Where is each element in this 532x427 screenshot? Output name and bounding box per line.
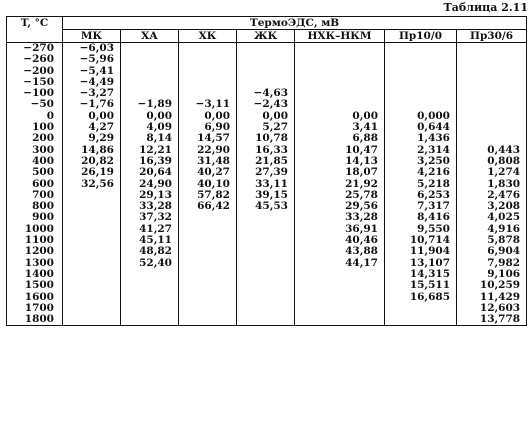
emf-value-cell: 57,82	[179, 190, 237, 201]
temperature-cell: 1300	[7, 258, 63, 269]
emf-value-cell: 2,476	[457, 190, 527, 201]
table-row	[7, 54, 527, 65]
emf-value-cell: 0,808	[457, 156, 527, 167]
emf-value-cell	[179, 43, 237, 55]
emf-value-cell: 5,218	[385, 179, 457, 190]
emf-value-cell	[63, 190, 121, 201]
emf-value-cell: 39,15	[237, 190, 295, 201]
column-header: МК	[63, 30, 121, 43]
emf-value-cell	[63, 280, 121, 291]
temperature-cell: −270	[7, 43, 63, 55]
emf-value-cell	[63, 314, 121, 326]
emf-value-cell	[179, 54, 237, 65]
emf-value-cell	[237, 212, 295, 223]
emf-value-cell	[237, 258, 295, 269]
emf-value-cell	[63, 292, 121, 303]
emf-value-cell: 29,56	[295, 201, 385, 212]
emf-value-cell: −1,76	[63, 99, 121, 110]
emf-value-cell	[457, 43, 527, 55]
emf-value-cell: 40,27	[179, 167, 237, 178]
emf-value-cell: 10,714	[385, 235, 457, 246]
emf-value-cell	[295, 303, 385, 314]
emf-value-cell	[457, 133, 527, 144]
emf-value-cell	[179, 314, 237, 326]
header-row-top	[7, 17, 527, 30]
emf-value-cell	[295, 292, 385, 303]
emf-value-cell: 6,904	[457, 246, 527, 257]
emf-value-cell	[295, 88, 385, 99]
emf-value-cell	[457, 99, 527, 110]
emf-value-cell: 32,56	[63, 179, 121, 190]
temperature-cell: 100	[7, 122, 63, 133]
emf-value-cell: 25,78	[295, 190, 385, 201]
emf-value-cell: 6,88	[295, 133, 385, 144]
emf-value-cell: 8,14	[121, 133, 179, 144]
emf-value-cell: 3,208	[457, 201, 527, 212]
temperature-cell: 1500	[7, 280, 63, 291]
emf-value-cell	[385, 66, 457, 77]
emf-value-cell: 33,28	[295, 212, 385, 223]
emf-value-cell: 36,91	[295, 224, 385, 235]
temperature-cell: −200	[7, 66, 63, 77]
emf-value-cell	[121, 77, 179, 88]
emf-value-cell: 48,82	[121, 246, 179, 257]
emf-value-cell: 52,40	[121, 258, 179, 269]
emf-value-cell: 33,28	[121, 201, 179, 212]
emf-value-cell: 4,216	[385, 167, 457, 178]
emf-value-cell: 8,416	[385, 212, 457, 223]
emf-value-cell: 11,429	[457, 292, 527, 303]
emf-value-cell	[457, 111, 527, 122]
emf-value-cell	[295, 269, 385, 280]
emf-value-cell: 14,57	[179, 133, 237, 144]
emf-value-cell	[385, 314, 457, 326]
header-row-columns	[7, 30, 527, 43]
emf-value-cell: 27,39	[237, 167, 295, 178]
emf-value-cell	[63, 303, 121, 314]
emf-value-cell	[179, 246, 237, 257]
temperature-cell: 1700	[7, 303, 63, 314]
emf-value-cell: 0,00	[121, 111, 179, 122]
emf-value-cell: 0,00	[237, 111, 295, 122]
emf-value-cell: 9,550	[385, 224, 457, 235]
temperature-cell: 1100	[7, 235, 63, 246]
table-row	[7, 133, 527, 144]
emf-value-cell: 7,317	[385, 201, 457, 212]
temperature-header: T, °C	[7, 17, 63, 43]
emf-value-cell	[295, 314, 385, 326]
emf-value-cell: 45,53	[237, 201, 295, 212]
emf-value-cell: 14,86	[63, 145, 121, 156]
emf-value-cell: 5,878	[457, 235, 527, 246]
emf-value-cell: 0,00	[179, 111, 237, 122]
emf-value-cell: 16,33	[237, 145, 295, 156]
emf-value-cell: 2,314	[385, 145, 457, 156]
emf-value-cell	[295, 66, 385, 77]
emf-value-cell	[237, 66, 295, 77]
temperature-cell: 300	[7, 145, 63, 156]
table-body	[7, 43, 527, 326]
emf-value-cell: 22,90	[179, 145, 237, 156]
emf-value-cell	[457, 77, 527, 88]
emf-value-cell: 26,19	[63, 167, 121, 178]
emf-value-cell: 41,27	[121, 224, 179, 235]
emf-value-cell	[295, 280, 385, 291]
emf-value-cell: 44,17	[295, 258, 385, 269]
emf-value-cell	[63, 246, 121, 257]
emf-value-cell: 37,32	[121, 212, 179, 223]
emf-value-cell: 24,90	[121, 179, 179, 190]
emf-value-cell: 66,42	[179, 201, 237, 212]
emf-value-cell	[179, 258, 237, 269]
emf-value-cell: 15,511	[385, 280, 457, 291]
emf-value-cell: 45,11	[121, 235, 179, 246]
temperature-cell: 0	[7, 111, 63, 122]
emf-value-cell: 3,250	[385, 156, 457, 167]
emf-value-cell	[237, 292, 295, 303]
emf-value-cell	[179, 212, 237, 223]
emf-value-cell	[237, 314, 295, 326]
temperature-cell: 400	[7, 156, 63, 167]
column-header: Пр30/6	[457, 30, 527, 43]
emf-value-cell: 33,11	[237, 179, 295, 190]
emf-value-cell: 21,92	[295, 179, 385, 190]
emf-group-header: ТермоЭДС, мВ	[63, 17, 527, 30]
emf-value-cell: 20,82	[63, 156, 121, 167]
emf-value-cell: 5,27	[237, 122, 295, 133]
emf-value-cell	[385, 303, 457, 314]
emf-value-cell: 12,21	[121, 145, 179, 156]
emf-value-cell: 20,64	[121, 167, 179, 178]
emf-value-cell: 4,916	[457, 224, 527, 235]
emf-value-cell	[121, 269, 179, 280]
emf-value-cell	[179, 280, 237, 291]
column-header: Пр10/0	[385, 30, 457, 43]
emf-value-cell	[385, 88, 457, 99]
emf-value-cell: 0,000	[385, 111, 457, 122]
emf-value-cell: −4,63	[237, 88, 295, 99]
emf-value-cell	[237, 54, 295, 65]
emf-value-cell: 16,685	[385, 292, 457, 303]
emf-value-cell	[237, 235, 295, 246]
emf-value-cell	[295, 43, 385, 55]
temperature-cell: −100	[7, 88, 63, 99]
temperature-cell: 1800	[7, 314, 63, 326]
emf-value-cell: 18,07	[295, 167, 385, 178]
table-row	[7, 246, 527, 257]
emf-value-cell: 4,27	[63, 122, 121, 133]
emf-value-cell: 10,47	[295, 145, 385, 156]
emf-value-cell: 21,85	[237, 156, 295, 167]
emf-value-cell: −5,41	[63, 66, 121, 77]
table-caption: Таблица 2.11	[443, 1, 528, 14]
emf-value-cell	[121, 280, 179, 291]
emf-value-cell: 0,443	[457, 145, 527, 156]
emf-value-cell: 13,778	[457, 314, 527, 326]
temperature-cell: −150	[7, 77, 63, 88]
emf-value-cell: 9,106	[457, 269, 527, 280]
emf-value-cell	[179, 292, 237, 303]
emf-value-cell: 43,88	[295, 246, 385, 257]
emf-value-cell	[295, 54, 385, 65]
emf-value-cell: 29,13	[121, 190, 179, 201]
emf-value-cell	[121, 303, 179, 314]
emf-value-cell	[63, 258, 121, 269]
table-row	[7, 167, 527, 178]
emf-value-cell	[457, 88, 527, 99]
table-row	[7, 314, 527, 326]
temperature-cell: 900	[7, 212, 63, 223]
emf-value-cell: −2,43	[237, 99, 295, 110]
emf-value-cell	[457, 66, 527, 77]
emf-value-cell	[63, 212, 121, 223]
emf-value-cell: 12,603	[457, 303, 527, 314]
emf-value-cell: 10,259	[457, 280, 527, 291]
emf-value-cell: 1,436	[385, 133, 457, 144]
emf-value-cell	[237, 43, 295, 55]
emf-value-cell: −5,96	[63, 54, 121, 65]
emf-value-cell: −6,03	[63, 43, 121, 55]
emf-value-cell: 16,39	[121, 156, 179, 167]
emf-value-cell	[385, 77, 457, 88]
table-row	[7, 303, 527, 314]
table-row	[7, 292, 527, 303]
emf-value-cell	[237, 224, 295, 235]
temperature-cell: 700	[7, 190, 63, 201]
emf-value-cell: 4,09	[121, 122, 179, 133]
emf-value-cell: 6,90	[179, 122, 237, 133]
emf-value-cell: 1,274	[457, 167, 527, 178]
emf-value-cell: 7,982	[457, 258, 527, 269]
emf-value-cell: 13,107	[385, 258, 457, 269]
emf-value-cell: 40,10	[179, 179, 237, 190]
emf-value-cell: 40,46	[295, 235, 385, 246]
emf-value-cell	[121, 314, 179, 326]
emf-value-cell	[237, 269, 295, 280]
emf-value-cell: 11,904	[385, 246, 457, 257]
column-header: ХА	[121, 30, 179, 43]
emf-value-cell: 0,00	[295, 111, 385, 122]
emf-value-cell	[237, 246, 295, 257]
emf-value-cell	[179, 303, 237, 314]
emf-value-cell	[121, 66, 179, 77]
temperature-cell: 200	[7, 133, 63, 144]
emf-value-cell: 3,41	[295, 122, 385, 133]
emf-value-cell	[179, 224, 237, 235]
column-header: ХК	[179, 30, 237, 43]
emf-value-cell: −1,89	[121, 99, 179, 110]
temperature-cell: 1000	[7, 224, 63, 235]
emf-value-cell: 10,78	[237, 133, 295, 144]
emf-value-cell: 9,29	[63, 133, 121, 144]
emf-value-cell: 0,00	[63, 111, 121, 122]
emf-value-cell: 0,644	[385, 122, 457, 133]
temperature-cell: 800	[7, 201, 63, 212]
emf-value-cell	[63, 201, 121, 212]
emf-value-cell	[295, 77, 385, 88]
thermo-emf-table	[6, 16, 527, 326]
emf-value-cell	[63, 235, 121, 246]
column-header: ЖК	[237, 30, 295, 43]
emf-value-cell	[121, 292, 179, 303]
emf-value-cell: 31,48	[179, 156, 237, 167]
emf-value-cell: −4,49	[63, 77, 121, 88]
emf-value-cell	[179, 77, 237, 88]
emf-value-cell	[385, 43, 457, 55]
emf-value-cell: 1,830	[457, 179, 527, 190]
table-row	[7, 280, 527, 291]
emf-value-cell	[237, 280, 295, 291]
temperature-cell: 600	[7, 179, 63, 190]
emf-value-cell	[179, 269, 237, 280]
emf-value-cell: 4,025	[457, 212, 527, 223]
emf-value-cell: 6,253	[385, 190, 457, 201]
temperature-cell: 1600	[7, 292, 63, 303]
temperature-cell: 1400	[7, 269, 63, 280]
column-header: НХК–НКМ	[295, 30, 385, 43]
emf-value-cell	[121, 43, 179, 55]
temperature-cell: −260	[7, 54, 63, 65]
emf-value-cell	[179, 66, 237, 77]
emf-value-cell: 14,315	[385, 269, 457, 280]
emf-value-cell	[63, 269, 121, 280]
emf-value-cell: −3,11	[179, 99, 237, 110]
temperature-cell: 500	[7, 167, 63, 178]
emf-value-cell	[237, 303, 295, 314]
temperature-cell: 1200	[7, 246, 63, 257]
emf-value-cell	[457, 122, 527, 133]
emf-value-cell: 14,13	[295, 156, 385, 167]
temperature-cell: −50	[7, 99, 63, 110]
emf-value-cell	[63, 224, 121, 235]
emf-value-cell	[179, 235, 237, 246]
emf-value-cell	[385, 54, 457, 65]
emf-value-cell: −3,27	[63, 88, 121, 99]
emf-value-cell	[121, 54, 179, 65]
emf-value-cell	[457, 54, 527, 65]
